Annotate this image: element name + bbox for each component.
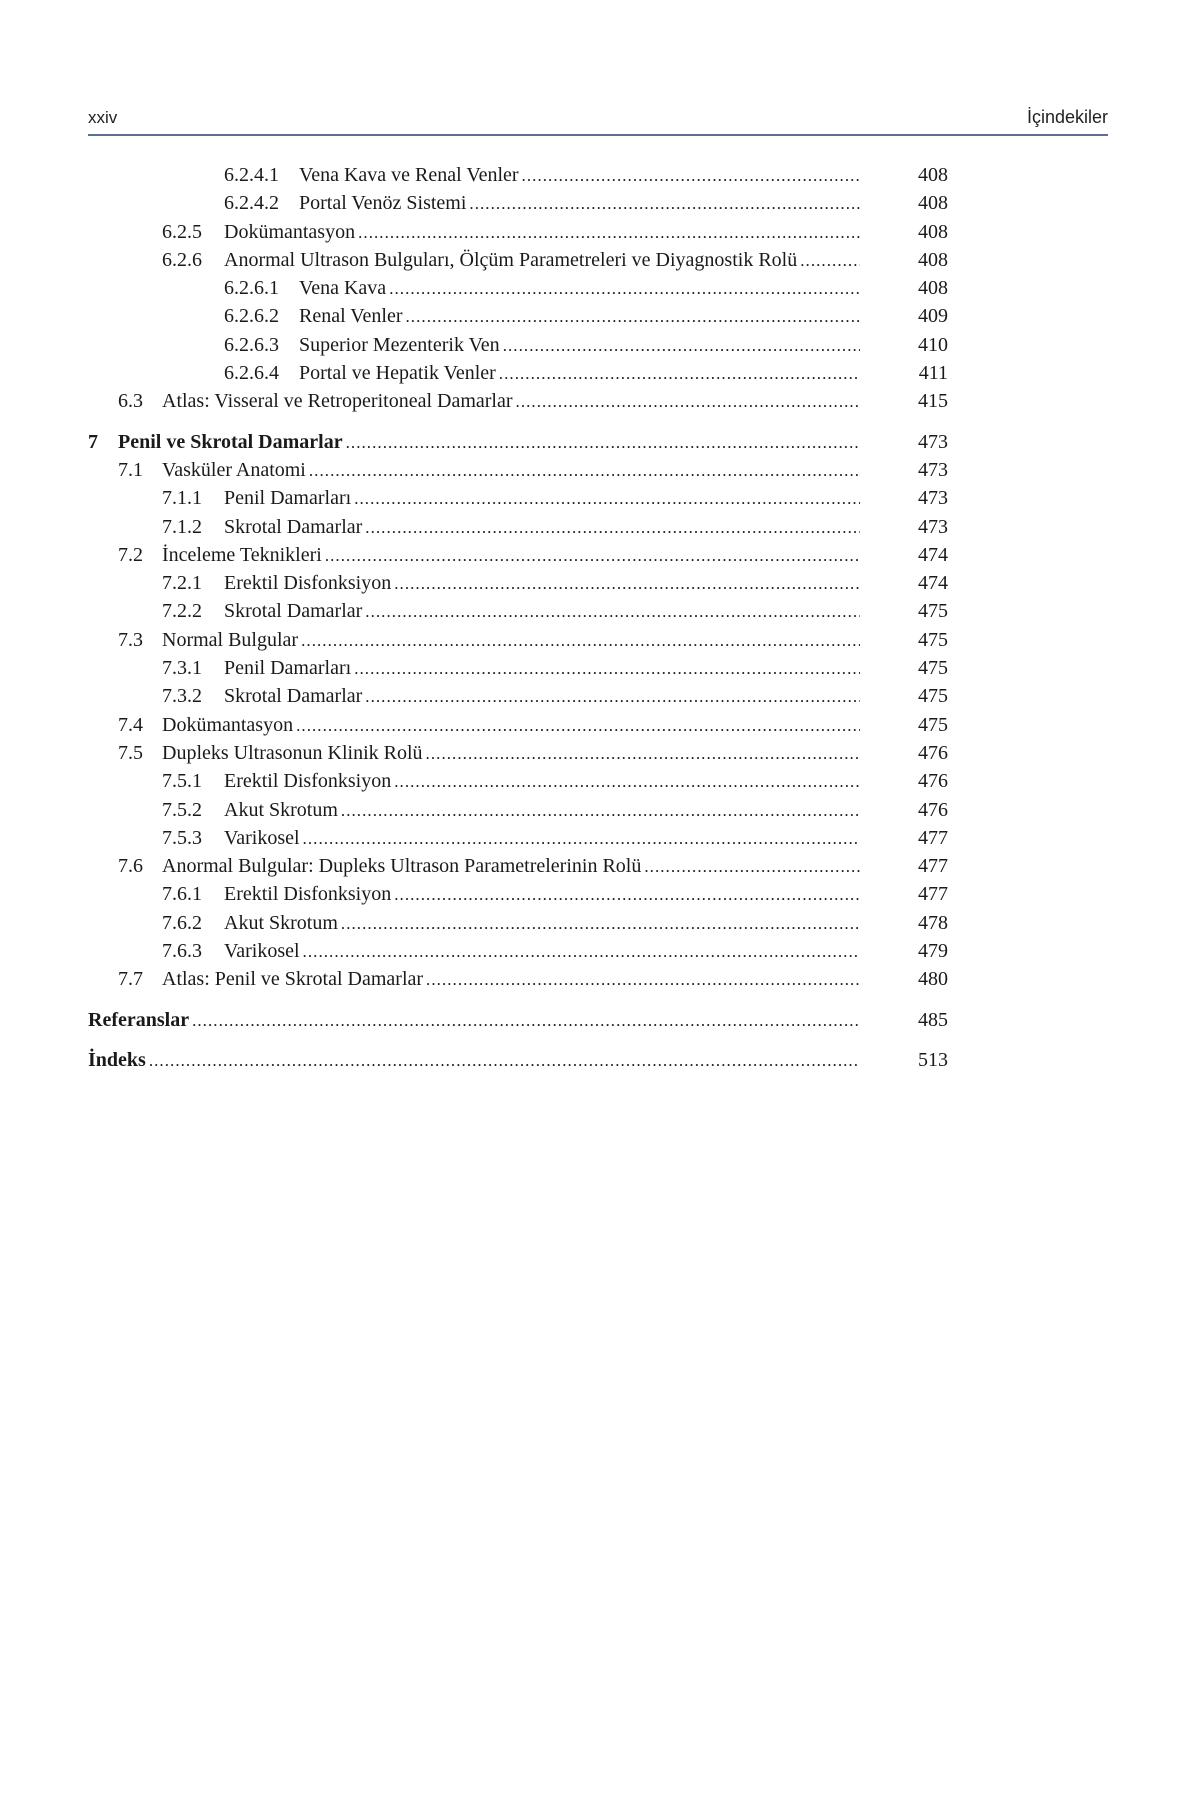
toc-entry-number: 7.6.1 [162,883,202,906]
toc-entry-leader-line [162,541,860,570]
toc-entry-leader-line [224,569,860,598]
toc-entry-title: Skrotal Damarlar [224,515,363,538]
toc-entry[interactable] [88,274,948,302]
toc-entry-leader-line [224,937,860,966]
toc-entry-number: 7.1.2 [162,515,202,538]
toc-entry-leader-line [224,880,860,909]
toc-entry-number: 7.2.2 [162,600,202,623]
toc-entry-page: 411 [918,362,948,385]
toc-entry-page: 477 [918,855,948,878]
running-title: İçindekiler [1026,107,1108,127]
toc-entry-title: Vena Kava [299,277,387,300]
toc-entry[interactable] [88,1006,948,1034]
dot-leader [296,712,860,740]
toc-entry-number: 7.6 [118,855,143,878]
toc-entry-title: Anormal Bulgular: Dupleks Ultrason Parametrelerinin Rolü [162,855,642,878]
toc-entry-page: 474 [918,543,948,566]
toc-entry[interactable] [88,513,948,541]
dot-leader [309,457,860,485]
dot-leader [426,966,860,994]
toc-entry-title: Skrotal Damarlar [224,600,363,623]
toc-entry-number: 6.2.4.2 [224,192,279,215]
dot-leader [389,275,860,303]
dot-leader [394,768,860,796]
toc-entry-title: Superior Mezenterik Ven [299,333,500,356]
dot-leader [800,247,860,275]
toc-entry-page: 476 [918,741,948,764]
toc-entry-number: 6.2.6.2 [224,305,279,328]
toc-entry-leader-line [224,796,860,825]
toc-entry[interactable] [88,189,948,217]
dot-leader [303,825,860,853]
section-gap [88,416,948,428]
toc-entry-number: 7.3 [118,628,143,651]
dot-leader [426,740,860,768]
dot-leader [192,1007,860,1035]
toc-entry[interactable] [88,597,948,625]
table-of-contents [88,161,948,1074]
toc-entry-title: Skrotal Damarlar [224,685,363,708]
toc-entry-leader-line [299,331,860,360]
toc-entry[interactable] [88,161,948,189]
toc-entry-page: 474 [918,572,948,595]
toc-entry-leader-line [224,246,860,275]
dot-leader [503,332,860,360]
toc-entry-page: 473 [918,430,948,453]
toc-entry[interactable] [88,626,948,654]
toc-entry-page: 475 [918,600,948,623]
toc-entry-page: 477 [918,883,948,906]
toc-entry-leader-line [224,597,860,626]
toc-entry-title: Dokümantasyon [224,220,356,243]
toc-entry-leader-line [299,189,860,218]
toc-entry-page: 408 [918,192,948,215]
dot-leader [644,853,860,881]
toc-entry-leader-line [224,767,860,796]
toc-entry[interactable] [88,218,948,246]
toc-entry[interactable] [88,682,948,710]
toc-entry[interactable] [88,852,948,880]
dot-leader [354,485,860,513]
toc-entry-title: İnceleme Teknikleri [162,543,322,566]
toc-entry-number: 7.6.2 [162,911,202,934]
toc-entry[interactable] [88,767,948,795]
toc-entry[interactable] [88,569,948,597]
toc-entry-leader-line [224,513,860,542]
toc-entry-page: 476 [918,770,948,793]
toc-entry[interactable] [88,880,948,908]
toc-entry-title: Erektil Disfonksiyon [224,883,392,906]
toc-entry-leader-line [299,302,860,331]
toc-entry-leader-line [162,965,860,994]
toc-entry-number: 7.3.2 [162,685,202,708]
toc-entry[interactable] [88,331,948,359]
toc-entry-page: 479 [918,940,948,963]
toc-entry-page: 475 [918,713,948,736]
page-header [88,104,1108,136]
toc-entry[interactable] [88,965,948,993]
dot-leader [325,542,860,570]
toc-entry-title: Dupleks Ultrasonun Klinik Rolü [162,741,423,764]
toc-entry-number: 7.5.3 [162,826,202,849]
toc-entry[interactable] [88,739,948,767]
toc-entry-leader-line [88,1006,860,1035]
toc-entry-leader-line [299,359,860,388]
toc-entry-title: Akut Skrotum [224,798,338,821]
dot-leader [522,162,860,190]
toc-entry-leader-line [224,484,860,513]
toc-entry-leader-line [118,428,860,457]
toc-entry-title: Erektil Disfonksiyon [224,770,392,793]
dot-leader [499,360,860,388]
toc-entry-title: Varikosel [224,940,300,963]
dot-leader [365,683,860,711]
toc-entry-leader-line [162,711,860,740]
toc-entry-page: 473 [918,458,948,481]
toc-entry-leader-line [224,682,860,711]
toc-entry[interactable] [88,824,948,852]
toc-entry-title: Normal Bulgular [162,628,299,651]
dot-leader [303,938,860,966]
toc-entry-title: Penil Damarları [224,657,352,680]
toc-entry-title: Vasküler Anatomi [162,458,306,481]
toc-entry-number: 7.1 [118,458,143,481]
toc-entry-page: 476 [918,798,948,821]
toc-entry-leader-line [299,274,860,303]
toc-entry[interactable] [88,484,948,512]
toc-entry-page: 480 [918,968,948,991]
toc-entry-number: 7.2.1 [162,572,202,595]
toc-entry-page: 408 [918,220,948,243]
toc-entry-title: Referanslar [88,1008,190,1031]
toc-entry-leader-line [224,909,860,938]
toc-entry-title: Portal ve Hepatik Venler [299,362,496,385]
toc-entry-number: 7.4 [118,713,143,736]
dot-leader [346,429,860,457]
section-gap [88,994,948,1006]
toc-entry-title: Portal Venöz Sistemi [299,192,467,215]
toc-entry-leader-line [162,456,860,485]
toc-entry-page: 415 [918,390,948,413]
toc-entry-page: 478 [918,911,948,934]
toc-entry-title: Atlas: Visseral ve Retroperitoneal Damarlar [162,390,513,413]
toc-entry[interactable] [88,541,948,569]
toc-entry-title: Penil ve Skrotal Damarlar [118,430,343,453]
toc-entry-title: Dokümantasyon [162,713,294,736]
toc-entry-title: Vena Kava ve Renal Venler [299,164,519,186]
toc-entry-title: Anormal Ultrason Bulguları, Ölçüm Parametreleri ve Diyagnostik Rolü [224,248,798,271]
toc-entry[interactable] [88,909,948,937]
toc-entry-page: 408 [918,164,948,186]
toc-entry[interactable] [88,796,948,824]
toc-entry-number: 7.6.3 [162,940,202,963]
toc-entry-leader-line [224,654,860,683]
dot-leader [469,190,860,218]
dot-leader [149,1047,860,1075]
toc-entry-leader-line [224,218,860,247]
toc-entry[interactable] [88,428,948,456]
toc-entry-leader-line [88,1046,860,1075]
toc-entry-title: Penil Damarları [224,487,352,510]
dot-leader [406,303,861,331]
toc-entry-leader-line [299,161,860,190]
toc-entry-page: 408 [918,277,948,300]
toc-entry-number: 6.2.5 [162,220,202,243]
dot-leader [341,910,860,938]
toc-entry-title: İndeks [88,1048,146,1071]
toc-entry[interactable] [88,302,948,330]
toc-entry[interactable] [88,711,948,739]
dot-leader [301,627,860,655]
section-gap [88,1034,948,1046]
toc-entry-number: 7.1.1 [162,487,202,510]
dot-leader [394,570,860,598]
toc-entry-number: 6.2.4.1 [224,164,279,186]
toc-entry[interactable] [88,246,948,274]
toc-entry[interactable] [88,359,948,387]
toc-entry-number: 6.2.6.1 [224,277,279,300]
toc-entry-number: 7.3.1 [162,657,202,680]
toc-entry-number: 7.5 [118,741,143,764]
toc-entry[interactable] [88,1046,948,1074]
toc-entry-number: 6.2.6.3 [224,333,279,356]
toc-entry-number: 7.7 [118,968,143,991]
dot-leader [365,514,860,542]
toc-entry-page: 409 [918,305,948,328]
toc-entry-leader-line [162,387,860,416]
toc-entry-leader-line [224,824,860,853]
toc-entry-page: 477 [918,826,948,849]
toc-entry-number: 7 [88,430,98,453]
toc-entry-page: 473 [918,487,948,510]
toc-entry-page: 475 [918,657,948,680]
page-number: xxiv [88,108,118,127]
toc-entry-number: 7.5.1 [162,770,202,793]
toc-entry-title: Renal Venler [299,305,403,328]
toc-entry-title: Erektil Disfonksiyon [224,572,392,595]
toc-entry-number: 6.2.6.4 [224,362,279,385]
toc-entry-leader-line [162,626,860,655]
toc-entry-number: 7.2 [118,543,143,566]
toc-entry-leader-line [162,852,860,881]
dot-leader [358,219,860,247]
toc-entry-page: 475 [918,685,948,708]
toc-entry-leader-line [162,739,860,768]
toc-entry-page: 410 [918,333,948,356]
toc-entry-number: 6.2.6 [162,248,202,271]
toc-entry-number: 6.3 [118,390,143,413]
dot-leader [354,655,860,683]
toc-entry[interactable] [88,937,948,965]
dot-leader [516,388,860,416]
dot-leader [365,598,860,626]
toc-entry-page: 485 [918,1008,948,1031]
toc-entry-page: 475 [918,628,948,651]
toc-entry-number: 7.5.2 [162,798,202,821]
dot-leader [341,797,860,825]
toc-entry-page: 473 [918,515,948,538]
toc-entry-title: Atlas: Penil ve Skrotal Damarlar [162,968,424,991]
toc-entry-title: Akut Skrotum [224,911,338,934]
toc-entry[interactable] [88,387,948,415]
toc-entry-page: 513 [918,1048,948,1071]
dot-leader [394,881,860,909]
toc-entry-page: 408 [918,248,948,271]
toc-entry[interactable] [88,456,948,484]
toc-entry-title: Varikosel [224,826,300,849]
toc-entry[interactable] [88,654,948,682]
